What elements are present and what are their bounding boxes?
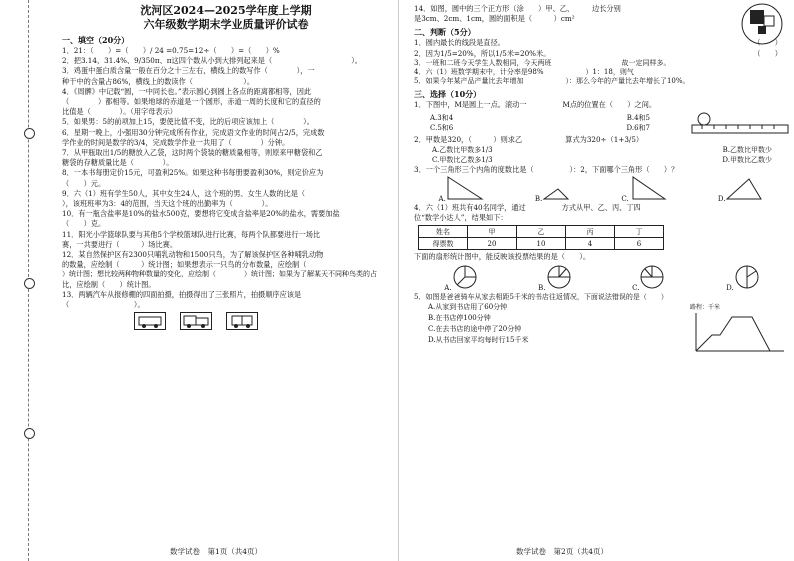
choice-2: 2．甲数是320，（ ）则求乙 算式为320÷（1+3/5） xyxy=(414,134,644,144)
option-a: A.3和4 xyxy=(430,113,454,122)
choice-3: 3．一个三角形三个内角的度数比是（ ）：2，下面哪个三角形（ ）？ xyxy=(414,164,679,174)
question-3-cont: 种干中的含量占86%，横线上的数读作（ ）。 xyxy=(62,76,255,86)
triangle-option-b: B. xyxy=(535,175,572,203)
table-cell: 4 xyxy=(566,238,615,250)
option-b: B.4和5 xyxy=(626,113,650,122)
exam-title-line2: 六年级数学期末学业质量评价试卷 xyxy=(143,18,309,31)
choice-5: 5．如图是爸爸骑车从家去相距5千米的书店往返情况，下面说法错误的是（ ） xyxy=(414,292,668,301)
chart-ylabel: 路程：千米 xyxy=(690,303,721,311)
pie-option-d: D. xyxy=(726,264,760,292)
question-12-cont: 比，应绘制（ ）统计图。 xyxy=(62,279,156,289)
distance-chart xyxy=(690,302,790,359)
question-12-cont: ）统计图；想比较两种物种数量的变化，应绘制（ ）统计图；如果为了解某天不同种鸟类的占 xyxy=(62,270,377,279)
judge-1: 1．圆内最长的线段是直径。 （ ） xyxy=(414,38,782,48)
option-b: B.在书店停100分钟 xyxy=(428,313,491,322)
table-label: 得票数 xyxy=(419,238,468,250)
option-c: C.5和6 xyxy=(430,123,454,132)
page-footer: 数学试卷 第1页（共4页） xyxy=(170,547,263,556)
question-12: 12．某自然保护区有2300只哺乳动物和1500只鸟，为了解该保护区各种哺乳动物 xyxy=(62,250,324,260)
option-c: C.在去书店的途中停了20分钟 xyxy=(428,324,522,333)
question-11-cont: 赛，一共要进行（ ）场比赛。 xyxy=(62,239,178,249)
table-cell: 6 xyxy=(615,238,664,250)
question-9-cont: ），该班班率为3：4的范围，当天这个班的出勤率为（ ）。 xyxy=(62,199,273,209)
question-4: 4．《周髀》中记载“圆，一中同长也。”表示圆心到圆上各点的距离都相等，因此 xyxy=(62,86,312,96)
question-7-cont: 糖袋的存糖质量比是（ ）。 xyxy=(62,158,174,168)
question-12-cont: 的数量，应绘制（ ）统计图；如果想表示一只鸟的分布数量，应绘制（ xyxy=(62,260,328,270)
judge-2: 2．因为1/5=20%，所以1/5米=20%米。 （ ） xyxy=(414,48,782,58)
question-10: 10．有一瓶含盐率是10%的盐水500克，要想将它变成含盐率是20%的盐水，需要加盐 xyxy=(62,209,340,219)
triangle-option-d: D. xyxy=(718,175,766,203)
judge-4: 4．六（1）班数学期末中，计分率是98% ）1：18，则气 xyxy=(414,68,634,77)
question-10-cont: （ ）克。 xyxy=(62,219,106,229)
circle-squares-figure xyxy=(740,2,784,46)
question-11: 11．阳光小学篮球队要与其他5个学校篮球队进行比赛，每两个队都要进行一场比 xyxy=(62,229,321,239)
section-judge: 二、判断（5分） xyxy=(414,27,476,38)
car-photos xyxy=(62,312,390,330)
table-header: 丙 xyxy=(566,226,615,238)
judge-3: 3．一班和二班今天学生人数相同，今天两班 故一定同样多。 xyxy=(414,58,671,67)
question-2: 2．把3.14、31.4%、9/350π、π这四个数从小到大排列起来是（ ）。 xyxy=(62,56,362,66)
question-7: 7．从甲瓶取出1/5的糖放入乙袋，这时两个袋装的糖质量相等，则原来甲糖袋和乙 xyxy=(62,148,323,158)
option-b: B.乙数比甲数少 xyxy=(722,145,772,154)
car-photo-icon xyxy=(180,312,212,330)
section-choice: 三、选择（10分） xyxy=(414,89,482,100)
question-14-cont: 是3cm、2cm、1cm，圆的面积是（ ）cm² xyxy=(414,14,575,24)
option-c: C.甲数比乙数多1/3 xyxy=(432,155,493,164)
choice-4: 4．六（1）班共有40名同学，通过 方式从甲、乙、丙、丁四 xyxy=(414,203,641,213)
option-a: A.乙数比甲数多1/3 xyxy=(432,145,493,154)
question-13: 13．两辆汽车从报修棚的四面拍摄，拍摄得出了三张照片，拍摄顺序应该是 xyxy=(62,289,302,299)
option-a: A.从家到书店用了60分钟 xyxy=(428,302,508,311)
table-cell: 10 xyxy=(517,238,566,250)
exam-title-line1: 沈河区2024—2025学年度上学期 xyxy=(140,4,312,17)
car-photo-icon xyxy=(134,312,166,330)
judge-5: 5．如果今年某产品产量比去年增加 ）：那么今年的产量比去年增长了10%。 xyxy=(414,77,690,86)
page-footer: 数学试卷 第2页（共4页） xyxy=(516,547,609,556)
question-1: 1．21：（ ）=（ ）/ 24 =0.75=12÷（ ）=（ ）% xyxy=(62,46,280,55)
pie-options xyxy=(414,264,790,292)
option-d: D.甲数比乙数少 xyxy=(722,155,772,164)
question-3: 3．鸡蛋中蛋白质含量一般在百分之十三左右，横线上的数写作（ ），一 xyxy=(62,66,315,76)
vote-table xyxy=(418,225,664,250)
question-8-cont: （ ）元。 xyxy=(62,178,106,188)
triangle-option-a: A. xyxy=(439,175,486,203)
table-header: 姓名 xyxy=(419,226,468,238)
table-cell: 20 xyxy=(468,238,517,250)
question-4-cont: 比值是（ ）。（用字母表示） xyxy=(62,107,177,117)
choice-5-body xyxy=(414,302,790,359)
triangle-options xyxy=(414,175,790,203)
pie-option-c: C. xyxy=(632,264,665,292)
page-2 xyxy=(398,0,794,561)
triangle-option-c: C. xyxy=(621,175,668,203)
question-13-cont: （ ）。 xyxy=(62,300,145,310)
choice-4-question: 下面的扇形统计图中，能反映该投票结果的是（ ）。 xyxy=(414,252,591,262)
choice-4-cont: 位“数学小达人”，结果如下： xyxy=(414,213,508,223)
ruler-figure xyxy=(690,111,790,135)
section-fill-blank: 一、填空（20分） xyxy=(62,35,130,45)
option-d: D.6和7 xyxy=(626,123,650,132)
question-6: 6．星期一晚上，小强用30分钟完成所有作业，完成语文作业的时间占2/5，完成数 xyxy=(62,127,325,137)
question-8: 8．一本书每册定价15元，可盈利25%。如果这种书每册要盈利30%，则定价应为 xyxy=(62,168,324,178)
table-header: 丁 xyxy=(615,226,664,238)
question-6-cont: 学作业的时间是数学的3/4，完成数学作业一共用了（ ）分钟。 xyxy=(62,137,290,147)
car-photo-icon xyxy=(226,312,258,330)
question-9: 9．六（1）班有学生50人，其中女生24人，这个班的男、女生人数的比是（ xyxy=(62,188,334,198)
pie-option-a: A. xyxy=(444,264,477,292)
question-5: 5．如果男：5的前项加上15，要使比值不变，比的后项应该加上（ ）。 xyxy=(62,117,314,127)
question-14: 14．如图，圆中的三个正方形（涂 ）甲、乙、 边长分别 xyxy=(414,4,621,13)
table-header: 甲 xyxy=(468,226,517,238)
choice-2-options xyxy=(414,155,790,165)
choice-2-options xyxy=(414,145,790,155)
choice-1: 1．下图中，M是圆上一点。滚动一 M点的位置在（ ）之间。 xyxy=(414,100,657,110)
pie-option-b: B. xyxy=(538,264,571,292)
distance-chart-plot xyxy=(690,311,786,355)
option-d: D.从书店回家平均每时行15千米 xyxy=(428,335,529,344)
question-4-cont: （ ）都相等。如果地球的赤道是一个圆形，赤道一周的长度和它的直径的 xyxy=(62,97,321,107)
choice-1-options xyxy=(414,111,790,135)
table-header: 乙 xyxy=(517,226,566,238)
